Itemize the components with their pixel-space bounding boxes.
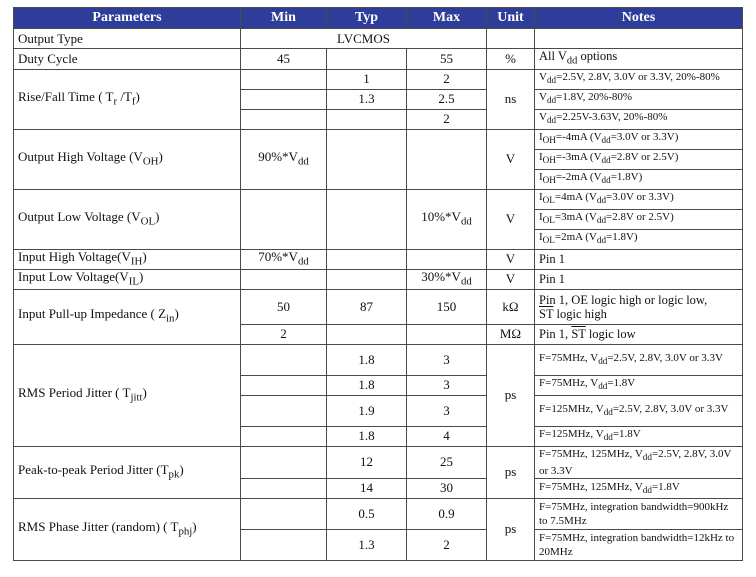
empty-cell <box>241 69 327 89</box>
phase-note-0: F=75MHz, integration bandwidth=900kHz to 7.5MHz <box>535 498 743 529</box>
pk-note-1: F=75MHz, 125MHz, $V_{dd}=1.8V$ <box>535 478 743 498</box>
phase-typ-0: 0.5 <box>327 498 407 529</box>
param-rms-period: RMS Period Jitter ( $T_{jitt}$) <box>14 344 241 446</box>
empty-cell <box>327 49 407 70</box>
pk-typ-0: 12 <box>327 446 407 478</box>
empty-cell <box>241 478 327 498</box>
empty-cell <box>327 189 407 249</box>
header-typ: Typ <box>327 8 407 29</box>
empty-cell <box>327 129 407 189</box>
rise-unit: ns <box>487 69 535 129</box>
rise-note-1: $V_{dd}=1.8V$, 20%-80% <box>535 89 743 109</box>
pk-typ-1: 14 <box>327 478 407 498</box>
rms-note-3: F=125MHz, $V_{dd}=1.8V$ <box>535 426 743 446</box>
phase-max-1: 2 <box>407 529 487 560</box>
rise-max-1: 2.5 <box>407 89 487 109</box>
rms-max-1: 3 <box>407 375 487 395</box>
empty-cell <box>241 426 327 446</box>
table-row <box>14 49 743 70</box>
phase-typ-1: 1.3 <box>327 529 407 560</box>
vil-note: Pin 1 <box>535 269 743 289</box>
empty-cell <box>241 498 327 529</box>
vih-note: Pin 1 <box>535 249 743 269</box>
empty-cell <box>407 129 487 189</box>
table-row <box>14 446 743 478</box>
rms-typ-0: 1.8 <box>327 344 407 375</box>
rise-note-2: $V_{dd}=2.25V-3.63V$, 20%-80% <box>535 109 743 129</box>
zin-typ-0: 87 <box>327 289 407 324</box>
empty-cell <box>241 446 327 478</box>
rms-typ-1: 1.8 <box>327 375 407 395</box>
vih-min: $70\%*V_{dd}$ <box>241 249 327 269</box>
voh-min: $90\%*V_{dd}$ <box>241 129 327 189</box>
table-row <box>14 289 743 324</box>
header-unit: Unit <box>487 8 535 29</box>
pk-note-0: F=75MHz, 125MHz, $V_{dd}=2.5V$, 2.8V, 3.0V or 3.3V <box>535 446 743 478</box>
rise-typ-2 <box>327 109 407 129</box>
zin-min-0: 50 <box>241 289 327 324</box>
param-rise-fall: Rise/Fall Time ( $T_r$ $/T_f$) <box>14 69 241 129</box>
header-min: Min <box>241 8 327 29</box>
header-row <box>14 8 743 29</box>
empty-cell <box>241 89 327 109</box>
table-row <box>14 29 743 49</box>
voh-unit: V <box>487 129 535 189</box>
vil-unit: V <box>487 269 535 289</box>
zin-unit-1: MΩ <box>487 324 535 344</box>
empty-cell <box>535 29 743 49</box>
param-duty-cycle: Duty Cycle <box>14 49 241 70</box>
specifications-table <box>13 7 743 561</box>
zin-note-0 <box>535 289 743 324</box>
pk-max-1: 30 <box>407 478 487 498</box>
zin-unit-0: kΩ <box>487 289 535 324</box>
table-row <box>14 344 743 375</box>
rise-typ-0: 1 <box>327 69 407 89</box>
empty-cell <box>487 29 535 49</box>
rms-typ-3: 1.8 <box>327 426 407 446</box>
rms-note-1: F=75MHz, $V_{dd}=1.8V$ <box>535 375 743 395</box>
empty-cell <box>241 529 327 560</box>
voh-note-2: $I_{OH}=-2mA$ $(V_{dd}=1.8V)$ <box>535 169 743 189</box>
duty-note: All $V_{dd}$ options <box>535 49 743 70</box>
vol-max: $10\%*V_{dd}$ <box>407 189 487 249</box>
empty-cell <box>241 189 327 249</box>
param-vil: Input Low $Voltage(V_{IL})$ <box>14 269 241 289</box>
param-vih: Input High $Voltage(V_{IH})$ <box>14 249 241 269</box>
zin-note-0-b: logic high <box>553 306 607 321</box>
rms-max-2: 3 <box>407 395 487 426</box>
table-row <box>14 269 743 289</box>
header-notes: Notes <box>535 8 743 29</box>
zin-note-0-a: Pin 1, OE logic high or logic low, <box>539 292 708 307</box>
vol-note-1: $I_{OL}=3mA$ ($V_{dd}=2.8V$ or 2.5V) <box>535 209 743 229</box>
rms-typ-2: 1.9 <box>327 395 407 426</box>
zin-note-1 <box>535 324 743 344</box>
phase-note-1: F=75MHz, integration bandwidth=12kHz to 20MHz <box>535 529 743 560</box>
vih-unit: V <box>487 249 535 269</box>
param-voh: Output High Voltage $(V_{OH})$ <box>14 129 241 189</box>
vol-note-0: $I_{OL}=4mA$ ($V_{dd}=3.0V$ or 3.3V) <box>535 189 743 209</box>
rms-note-2: F=125MHz, $V_{dd}=2.5V$, 2.8V, 3.0V or 3.3V <box>535 395 743 426</box>
param-pk-period: Peak-to-peak Period Jitter $(T_{pk})$ <box>14 446 241 498</box>
phase-max-0: 0.9 <box>407 498 487 529</box>
pk-unit: ps <box>487 446 535 498</box>
table-row <box>14 69 743 89</box>
empty-cell <box>241 109 327 129</box>
param-phase-jitter: RMS Phase Jitter (random) ( $T_{phj}$) <box>14 498 241 560</box>
table-row <box>14 249 743 269</box>
empty-cell <box>407 324 487 344</box>
table-row <box>14 189 743 209</box>
duty-min: 45 <box>241 49 327 70</box>
voh-note-0: $I_{OH}=-4mA$ ($V_{dd}=3.0V$ or 3.3V) <box>535 129 743 149</box>
table-row <box>14 129 743 149</box>
output-type-value: LVCMOS <box>241 29 487 49</box>
rms-max-0: 3 <box>407 344 487 375</box>
empty-cell <box>327 269 407 289</box>
phase-unit: ps <box>487 498 535 560</box>
zin-note-1-b: logic low <box>585 327 636 341</box>
zin-note-1-a: Pin 1, <box>539 327 572 341</box>
duty-unit: % <box>487 49 535 70</box>
empty-cell <box>407 249 487 269</box>
vol-unit: V <box>487 189 535 249</box>
rms-note-0: F=75MHz, $V_{dd}=2.5V$, 2.8V, 3.0V or 3.3V <box>535 344 743 375</box>
empty-cell <box>241 395 327 426</box>
vol-note-2: $I_{OL}=2mA$ $(V_{dd}=1.8V)$ <box>535 229 743 249</box>
zin-note-1-st: $\overline{ST}$ <box>571 327 586 341</box>
rise-max-0: 2 <box>407 69 487 89</box>
duty-max: 55 <box>407 49 487 70</box>
header-parameters: Parameters <box>14 8 241 29</box>
zin-max-0: 150 <box>407 289 487 324</box>
empty-cell <box>327 324 407 344</box>
header-max: Max <box>407 8 487 29</box>
pk-max-0: 25 <box>407 446 487 478</box>
rise-typ-1: 1.3 <box>327 89 407 109</box>
empty-cell <box>241 269 327 289</box>
zin-min-1: 2 <box>241 324 327 344</box>
param-output-type: Output Type <box>14 29 241 49</box>
empty-cell <box>241 344 327 375</box>
voh-note-1: $I_{OH}=-3mA$ ($V_{dd}=2.8V$ or 2.5V) <box>535 149 743 169</box>
param-zin: Input Pull-up Impedance ( $Z_{in}$) <box>14 289 241 344</box>
rise-note-0: $V_{dd}=2.5V$, 2.8V, 3.0V or 3.3V, 20%-80% <box>535 69 743 89</box>
rms-unit: ps <box>487 344 535 446</box>
zin-note-0-st: $\overline{ST}$ <box>539 306 554 321</box>
rise-max-2: 2 <box>407 109 487 129</box>
param-vol: Output Low Voltage $(V_{OL})$ <box>14 189 241 249</box>
empty-cell <box>241 375 327 395</box>
empty-cell <box>327 249 407 269</box>
rms-max-3: 4 <box>407 426 487 446</box>
vil-max: $30\%*V_{dd}$ <box>407 269 487 289</box>
table-row <box>14 498 743 529</box>
